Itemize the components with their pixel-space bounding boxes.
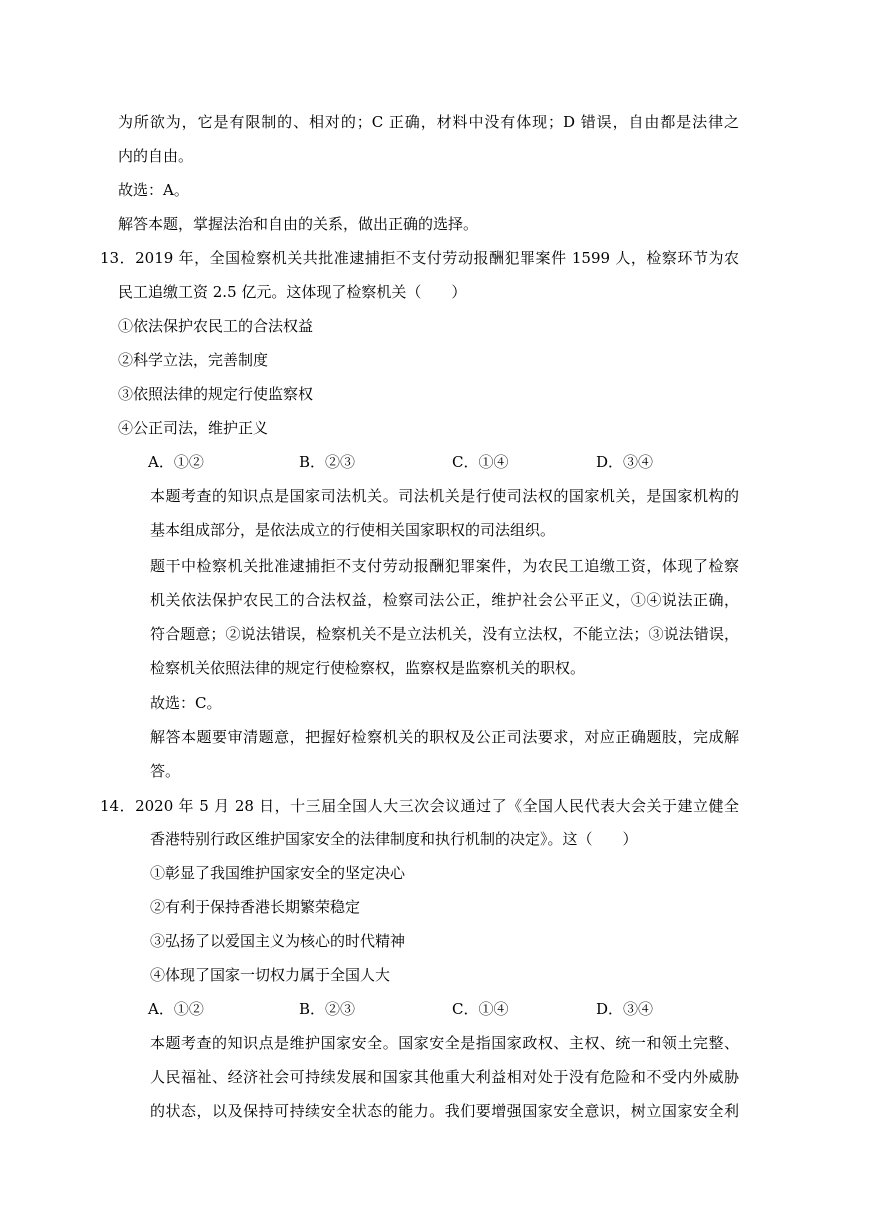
- q14-item-2: ②有利于保持香港长期繁荣稳定: [150, 898, 361, 916]
- q13-explain-line-2: 机关依法保护农民工的合法权益，检察司法公正，维护社会公平正义，①④说法正确，: [150, 591, 739, 609]
- q13-analysis-line-2: 基本组成部分，是依法成立的行使相关国家职权的司法组织。: [150, 521, 556, 539]
- q14-item-4: ④体现了国家一切权力属于全国人大: [150, 966, 391, 984]
- q14-stem-line-2: 香港特别行政区维护国家安全的法律制度和执行机制的决定》。这（ ）: [150, 830, 638, 848]
- q13-option-c: C．①④: [452, 453, 509, 471]
- q13-stem-line-1: 13．2019 年，全国检察机关共批准逮捕拒不支付劳动报酬犯罪案件 1599 人，检察环节为农: [100, 249, 739, 267]
- q13-item-1: ①依法保护农民工的合法权益: [118, 317, 314, 335]
- q13-stem-line-2: 民工追缴工资 2.5 亿元。这体现了检察机关（ ）: [118, 283, 467, 301]
- q13-option-d: D．③④: [596, 453, 654, 471]
- q14-analysis-line-2: 人民福祉、经济社会可持续发展和国家其他重大利益相对处于没有危险和不受内外威胁: [150, 1068, 739, 1086]
- q13-item-4: ④公正司法，维护正义: [118, 419, 269, 437]
- prev-explanation-line-2: 内的自由。: [118, 147, 194, 165]
- q13-tip-line-2: 答。: [150, 762, 181, 780]
- q13-explain-line-4: 检察机关依照法律的规定行使检察权，监察权是监察机关的职权。: [150, 659, 586, 677]
- q13-explain-line-3: 符合题意；②说法错误，检察机关不是立法机关，没有立法权，不能立法；③说法错误，: [150, 625, 739, 643]
- q14-item-3: ③弘扬了以爱国主义为核心的时代精神: [150, 932, 406, 950]
- prev-answer: 故选：A。: [118, 181, 189, 199]
- q13-option-a: A．①②: [148, 453, 204, 471]
- q14-option-b: B．②③: [299, 1000, 356, 1018]
- q14-option-c: C．①④: [452, 1000, 509, 1018]
- q13-explain-line-1: 题干中检察机关批准逮捕拒不支付劳动报酬犯罪案件，为农民工追缴工资，体现了检察: [150, 557, 739, 575]
- q13-analysis-line-1: 本题考查的知识点是国家司法机关。司法机关是行使司法权的国家机关，是国家机构的: [150, 487, 739, 505]
- q13-option-b: B．②③: [299, 453, 356, 471]
- q13-item-2: ②科学立法，完善制度: [118, 351, 269, 369]
- q14-item-1: ①彰显了我国维护国家安全的坚定决心: [150, 864, 406, 882]
- q14-analysis-line-3: 的状态，以及保持可持续安全状态的能力。我们要增强国家安全意识，树立国家安全利: [150, 1102, 739, 1120]
- q13-item-3: ③依照法律的规定行使监察权: [118, 385, 314, 403]
- q14-option-a: A．①②: [148, 1000, 204, 1018]
- q14-analysis-line-1: 本题考查的知识点是维护国家安全。国家安全是指国家政权、主权、统一和领土完整、: [150, 1034, 739, 1052]
- q14-stem-line-1: 14．2020 年 5 月 28 日，十三届全国人大三次会议通过了《全国人民代表大会关于建立健全: [100, 797, 739, 815]
- q14-option-d: D．③④: [596, 1000, 654, 1018]
- prev-explanation-line-1: 为所欲为，它是有限制的、相对的；C 正确，材料中没有体现；D 错误，自由都是法律之: [118, 113, 739, 131]
- prev-tip: 解答本题，掌握法治和自由的关系，做出正确的选择。: [118, 215, 479, 233]
- q13-tip-line-1: 解答本题要审清题意，把握好检察机关的职权及公正司法要求，对应正确题肢，完成解: [150, 728, 739, 746]
- q13-answer: 故选：C。: [150, 694, 222, 712]
